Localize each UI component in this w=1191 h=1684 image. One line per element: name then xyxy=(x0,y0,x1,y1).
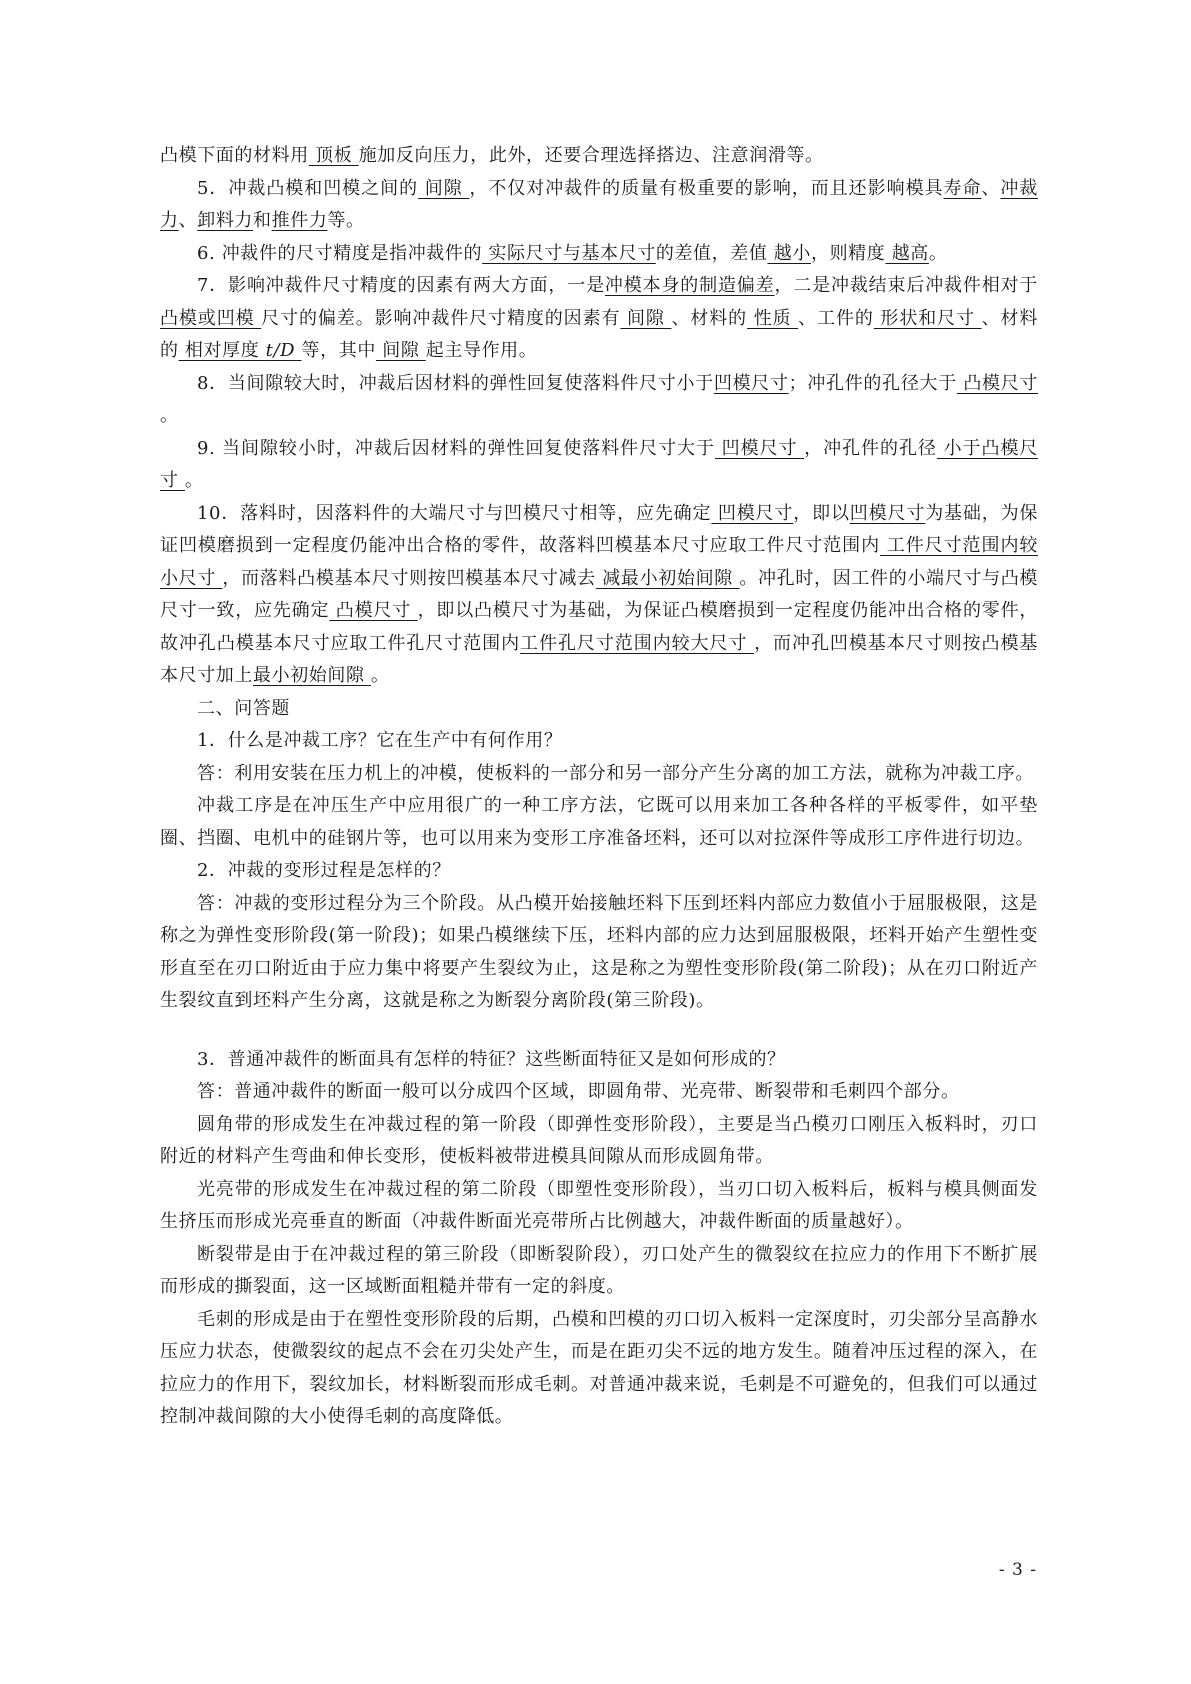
answer-blank-text: 越小 xyxy=(767,242,811,264)
paragraph xyxy=(160,1076,1038,1109)
paragraph-text: 等。 xyxy=(327,210,365,231)
paragraph-text: 3．普通冲裁件的断面具有怎样的特征？这些断面特征又是如何形成的？ xyxy=(197,1048,786,1070)
answer-blank-text: 顶板 xyxy=(308,145,359,166)
paragraph-text: 毛刺的形成是由于在塑性变形阶段的后期，凸模和凹模的刃口切入板料一定深度时，刃尖部分呈高静水压应力状态，使微裂纹的起点不会在刃尖处产生，而是在距刃尖不远的地方发生。随着冲压过程的深入，在拉应力的作用下，裂纹加长，材料断裂而形成毛刺。对普通冲裁来说，毛刺是不可避免的，但我们可以通过控制冲裁间隙的大小使得毛刺的高度降低。 xyxy=(160,1308,1038,1427)
answer-blank-text: 凹模尺寸 xyxy=(714,437,805,459)
paragraph xyxy=(160,498,1038,693)
page-number: - 3 - xyxy=(998,1560,1037,1580)
paragraph-text: 为基础，为保证凹模磨损到一定程度仍能冲出合格的零件，故落料凹模基本尺寸应取工件尺寸范围内 xyxy=(160,502,1039,556)
paragraph-text: ；冲孔件的孔径大于 xyxy=(788,372,957,394)
answer-blank-text: 最小初始间隙 xyxy=(253,665,371,686)
answer-blank-text: 工件尺寸范围内较小尺寸 xyxy=(160,535,1038,589)
paragraph-text: 5．冲裁凸模和凹模之间的 xyxy=(197,177,419,199)
paragraph-text: 1．什么是冲裁工序？它在生产中有何作用？ xyxy=(197,730,563,751)
paragraph-text: ，而冲孔凹模基本尺寸则按凸模基本尺寸加上 xyxy=(160,632,1038,686)
paragraph-text: 、材料的 xyxy=(671,307,748,329)
paragraph-text: ，不仅对冲裁件的质量有极重要的影响，而且还影响模具 xyxy=(469,177,944,199)
answer-blank-text: 工件孔尺寸范围内较大尺寸 xyxy=(520,632,755,654)
paragraph xyxy=(160,725,1038,758)
paragraph xyxy=(160,1044,1038,1077)
paragraph-text: 光亮带的形成发生在冲裁过程的第二阶段（即塑性变形阶段），当刃口切入板料后，板料与模具侧面发生挤压而形成光亮垂直的断面（冲裁件断面光亮带所占比例越大，冲裁件断面的质量越好）。 xyxy=(160,1178,1038,1232)
paragraph-text: 答：普通冲裁件的断面一般可以分成四个区域，即圆角带、光亮带、断裂带和毛刺四个部分。 xyxy=(197,1081,960,1102)
answer-blank-text: 冲裁力 xyxy=(160,177,1038,231)
answer-blank-text: 间隙 xyxy=(620,307,672,329)
answer-blank-text: 凸模或凹模 xyxy=(160,307,262,329)
paragraph-text: 。 xyxy=(928,242,948,264)
paragraph-text: ，即以凸模尺寸为基础，为保证凸模磨损到一定程度仍能冲出合格的零件，故冲孔凸模基本尺寸应取工件孔尺寸范围内 xyxy=(160,600,1039,654)
answer-blank-text: 越高 xyxy=(885,242,929,264)
paragraph-text: 、 xyxy=(981,177,1001,199)
paragraph-text: 冲裁工序是在冲压生产中应用很广的一种工序方法，它既可以用来加工各种各样的平板零件，如平垫圈、挡圈、电机中的硅钢片等，也可以用来为变形工序准备坯料，还可以对拉深件等成形工序件进行切边。 xyxy=(160,795,1038,849)
answer-blank-text: 减最小初始间隙 xyxy=(595,567,740,589)
paragraph-text: 二、问答题 xyxy=(197,697,290,719)
paragraph-text: 、材料的 xyxy=(160,307,1039,361)
paragraph-text: 。 xyxy=(160,405,179,426)
paragraph-text: 8．当间隙较大时，冲裁后因材料的弹性回复使落料件尺寸小于 xyxy=(197,372,714,394)
paragraph-text: 7．影响冲裁件尺寸精度的因素有两大方面，一是 xyxy=(197,275,605,296)
answer-blank-text: 性质 xyxy=(747,307,799,329)
paragraph xyxy=(160,1109,1038,1174)
answer-blank-text: 凹模尺寸 xyxy=(713,372,789,394)
paragraph-text: 起主导作用。 xyxy=(425,340,538,361)
paragraph xyxy=(160,173,1038,238)
paragraph xyxy=(160,855,1038,888)
paragraph-text: 断裂带是由于在冲裁过程的第三阶段（即断裂阶段），刃口处产生的微裂纹在拉应力的作用下不断扩展而形成的撕裂面，这一区域断面粗糙并带有一定的斜度。 xyxy=(160,1243,1038,1297)
answer-blank-text: 卸料力 xyxy=(197,210,254,231)
paragraph-text: ，冲孔件的孔径 xyxy=(804,437,937,459)
answer-blank-text: 形状和尺寸 xyxy=(873,307,982,329)
paragraph-text: 。 xyxy=(184,470,204,491)
answer-blank-text: 凸模尺寸 xyxy=(329,600,418,621)
paragraph-text: 尺寸的偏差。影响冲裁件尺寸精度的因素有 xyxy=(261,307,621,329)
answer-blank-text: 凹模尺寸 xyxy=(711,502,794,524)
document-body xyxy=(160,140,1038,1434)
paragraph xyxy=(160,433,1038,498)
paragraph-text: 答：利用安装在压力机上的冲模，使板料的一部分和另一部分产生分离的加工方法，就称为冲裁工序。 xyxy=(197,762,1034,784)
answer-blank-text: 寿命 xyxy=(943,177,982,199)
paragraph xyxy=(160,790,1038,855)
paragraph-text: 。 xyxy=(370,665,390,686)
paragraph-text: 的差值，差值 xyxy=(655,242,768,264)
paragraph-text: 和 xyxy=(253,210,272,231)
answer-blank-text: 相对厚度 xyxy=(178,340,266,361)
paragraph-text: ，而落料凸模基本尺寸则按凹模基本尺寸减去 xyxy=(222,567,596,589)
answer-blank-text: 间隙 xyxy=(375,340,426,361)
paragraph xyxy=(160,693,1038,726)
paragraph xyxy=(160,1174,1038,1239)
paragraph xyxy=(160,368,1038,433)
answer-blank-text: 小于凸模尺寸 xyxy=(160,437,1039,491)
paragraph-text: 6. 冲裁件的尺寸精度是指冲裁件的 xyxy=(197,242,483,264)
paragraph-text: 10．落料时，因落料件的大端尺寸与凹模尺寸相等，应先确定 xyxy=(197,502,712,524)
paragraph-text: 。冲孔时，因工件的小端尺寸与凸模尺寸一致，应先确定 xyxy=(160,567,1039,621)
paragraph-text: ，二是冲裁结束后冲裁件相对于 xyxy=(774,275,1038,296)
paragraph xyxy=(160,270,1038,368)
answer-blank-text: 间隙 xyxy=(418,177,470,199)
paragraph xyxy=(160,1304,1038,1434)
paragraph xyxy=(160,238,1038,271)
paragraph xyxy=(160,758,1038,791)
answer-blank-text: 推件力 xyxy=(271,210,328,231)
paragraph-text: ，即以 xyxy=(793,502,850,524)
paragraph-text: 2．冲裁的变形过程是怎样的？ xyxy=(197,860,451,881)
answer-blank-text: 冲模本身的制造偏差 xyxy=(604,275,775,296)
answer-blank-text: 实际尺寸与基本尺寸 xyxy=(482,242,656,264)
paragraph-text: 9. 当间隙较小时，冲裁后因材料的弹性回复使落料件尺寸大于 xyxy=(197,437,715,459)
answer-blank-text: 凸模尺寸 xyxy=(956,372,1039,394)
paragraph-text: 施加反向压力，此外，还要合理选择搭边、注意润滑等。 xyxy=(358,145,824,166)
paragraph-text: ，则精度 xyxy=(810,242,886,264)
paragraph-text: 、 xyxy=(178,210,198,231)
paragraph-text: 圆角带的形成发生在冲裁过程的第一阶段（即弹性变形阶段），主要是当凸模刃口刚压入板料时，刃口附近的材料产生弯曲和伸长变形，使板料被带进模具间隙从而形成圆角带。 xyxy=(160,1113,1038,1167)
paragraph-text: 凸模下面的材料用 xyxy=(160,145,309,166)
paragraph-text: 等，其中 xyxy=(301,340,376,361)
paragraph-text: 、工件的 xyxy=(798,307,874,329)
paragraph xyxy=(160,1239,1038,1304)
paragraph xyxy=(160,140,1038,173)
paragraph-text: 答：冲裁的变形过程分为三个阶段。从凸模开始接触坯料下压到坯料内部应力数值小于屈服极限，这是称之为弹性变形阶段(第一阶段)；如果凸模继续下压，坯料内部的应力达到屈服极限，坯料开始产生塑性变形直至在刃口附近由于应力集中将要产生裂纹为止，这是称之为塑性变形阶段(第二阶段)；从在刃口附近产生裂纹直到坯料产生分离，这就是称之为断裂分离阶段(第三阶段)。 xyxy=(160,892,1038,1011)
answer-blank-text: 凹模尺寸 xyxy=(849,502,926,524)
answer-blank-text: t/D xyxy=(265,340,296,361)
paragraph xyxy=(160,888,1038,1018)
